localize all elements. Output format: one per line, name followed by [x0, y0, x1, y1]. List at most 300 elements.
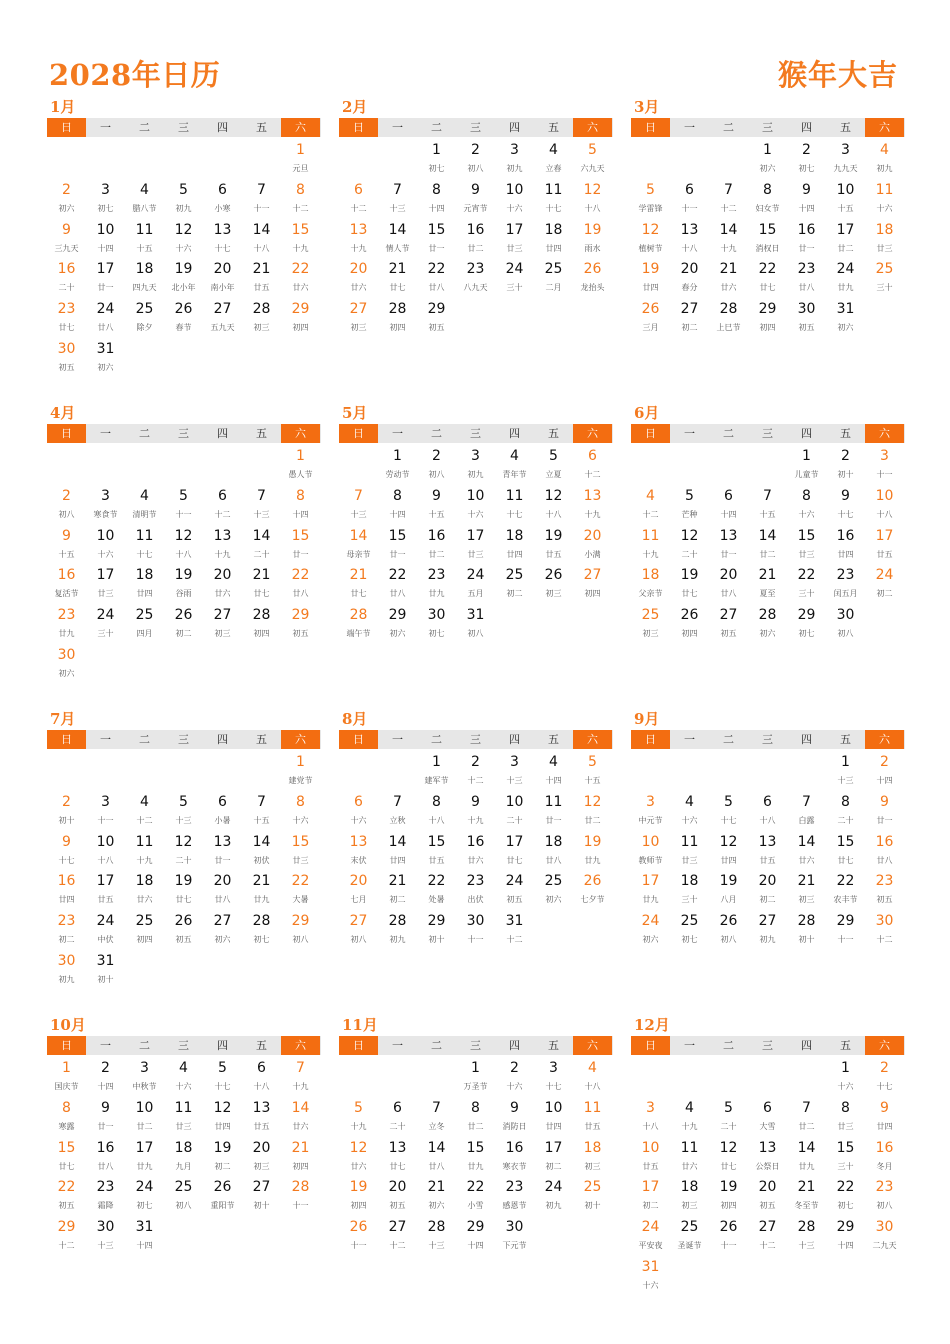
day-cell[interactable]	[47, 912, 86, 952]
day-cell[interactable]	[709, 300, 748, 340]
day-cell[interactable]	[339, 300, 378, 340]
day-cell[interactable]	[709, 566, 748, 606]
day-cell[interactable]	[47, 833, 86, 873]
day-cell[interactable]	[125, 1178, 164, 1218]
day-cell[interactable]	[631, 221, 670, 261]
day-cell[interactable]	[339, 487, 378, 527]
day-cell[interactable]	[47, 1178, 86, 1218]
day-cell[interactable]	[417, 487, 456, 527]
day-cell[interactable]	[826, 872, 865, 912]
day-cell[interactable]	[748, 141, 787, 181]
day-cell[interactable]	[865, 141, 904, 181]
day-cell[interactable]	[242, 300, 281, 340]
day-cell[interactable]	[417, 793, 456, 833]
day-cell[interactable]	[47, 1059, 86, 1099]
day-cell[interactable]	[417, 1099, 456, 1139]
day-cell[interactable]	[164, 300, 203, 340]
day-cell[interactable]	[125, 793, 164, 833]
day-cell[interactable]	[534, 1139, 573, 1179]
day-cell[interactable]	[417, 1178, 456, 1218]
day-cell[interactable]	[787, 141, 826, 181]
day-cell[interactable]	[534, 447, 573, 487]
day-cell[interactable]	[670, 260, 709, 300]
day-cell[interactable]	[339, 260, 378, 300]
day-cell[interactable]	[378, 833, 417, 873]
day-cell[interactable]	[456, 260, 495, 300]
day-cell[interactable]	[865, 260, 904, 300]
day-cell[interactable]	[164, 487, 203, 527]
day-cell[interactable]	[417, 141, 456, 181]
day-cell[interactable]	[86, 1099, 125, 1139]
day-cell[interactable]	[826, 1099, 865, 1139]
day-cell[interactable]	[456, 527, 495, 567]
day-cell[interactable]	[709, 1218, 748, 1258]
day-cell[interactable]	[281, 1059, 320, 1099]
day-cell[interactable]	[631, 300, 670, 340]
day-cell[interactable]	[573, 260, 612, 300]
day-cell[interactable]	[748, 793, 787, 833]
day-cell[interactable]	[787, 487, 826, 527]
day-cell[interactable]	[826, 181, 865, 221]
day-cell[interactable]	[787, 300, 826, 340]
day-cell[interactable]	[86, 340, 125, 380]
day-cell[interactable]	[242, 566, 281, 606]
day-cell[interactable]	[281, 872, 320, 912]
day-cell[interactable]	[748, 1178, 787, 1218]
day-cell[interactable]	[709, 793, 748, 833]
day-cell[interactable]	[281, 753, 320, 793]
day-cell[interactable]	[573, 566, 612, 606]
day-cell[interactable]	[242, 793, 281, 833]
day-cell[interactable]	[281, 141, 320, 181]
day-cell[interactable]	[378, 1218, 417, 1258]
day-cell[interactable]	[456, 181, 495, 221]
day-cell[interactable]	[47, 952, 86, 992]
day-cell[interactable]	[573, 447, 612, 487]
day-cell[interactable]	[47, 1139, 86, 1179]
day-cell[interactable]	[573, 793, 612, 833]
day-cell[interactable]	[670, 1099, 709, 1139]
day-cell[interactable]	[378, 300, 417, 340]
day-cell[interactable]	[281, 181, 320, 221]
day-cell[interactable]	[826, 527, 865, 567]
day-cell[interactable]	[787, 793, 826, 833]
day-cell[interactable]	[339, 793, 378, 833]
day-cell[interactable]	[865, 487, 904, 527]
day-cell[interactable]	[164, 566, 203, 606]
day-cell[interactable]	[86, 833, 125, 873]
day-cell[interactable]	[417, 566, 456, 606]
day-cell[interactable]	[534, 527, 573, 567]
day-cell[interactable]	[125, 833, 164, 873]
day-cell[interactable]	[125, 221, 164, 261]
day-cell[interactable]	[203, 872, 242, 912]
day-cell[interactable]	[865, 1218, 904, 1258]
day-cell[interactable]	[86, 1178, 125, 1218]
day-cell[interactable]	[670, 221, 709, 261]
day-cell[interactable]	[378, 793, 417, 833]
day-cell[interactable]	[86, 952, 125, 992]
day-cell[interactable]	[826, 1139, 865, 1179]
day-cell[interactable]	[47, 340, 86, 380]
day-cell[interactable]	[865, 447, 904, 487]
day-cell[interactable]	[125, 606, 164, 646]
day-cell[interactable]	[164, 527, 203, 567]
day-cell[interactable]	[573, 753, 612, 793]
day-cell[interactable]	[787, 1139, 826, 1179]
day-cell[interactable]	[47, 606, 86, 646]
day-cell[interactable]	[281, 1139, 320, 1179]
day-cell[interactable]	[456, 1099, 495, 1139]
day-cell[interactable]	[203, 1099, 242, 1139]
day-cell[interactable]	[47, 1218, 86, 1258]
day-cell[interactable]	[748, 260, 787, 300]
day-cell[interactable]	[826, 447, 865, 487]
day-cell[interactable]	[534, 872, 573, 912]
day-cell[interactable]	[164, 1139, 203, 1179]
day-cell[interactable]	[748, 221, 787, 261]
day-cell[interactable]	[826, 566, 865, 606]
day-cell[interactable]	[865, 1059, 904, 1099]
day-cell[interactable]	[125, 1218, 164, 1258]
day-cell[interactable]	[865, 793, 904, 833]
day-cell[interactable]	[826, 300, 865, 340]
day-cell[interactable]	[826, 793, 865, 833]
day-cell[interactable]	[378, 1139, 417, 1179]
day-cell[interactable]	[865, 872, 904, 912]
day-cell[interactable]	[573, 527, 612, 567]
day-cell[interactable]	[86, 1059, 125, 1099]
day-cell[interactable]	[456, 487, 495, 527]
day-cell[interactable]	[86, 1139, 125, 1179]
day-cell[interactable]	[417, 527, 456, 567]
day-cell[interactable]	[631, 1139, 670, 1179]
day-cell[interactable]	[339, 912, 378, 952]
day-cell[interactable]	[164, 833, 203, 873]
day-cell[interactable]	[281, 566, 320, 606]
day-cell[interactable]	[670, 833, 709, 873]
day-cell[interactable]	[495, 1139, 534, 1179]
day-cell[interactable]	[826, 1218, 865, 1258]
day-cell[interactable]	[631, 1099, 670, 1139]
day-cell[interactable]	[164, 1059, 203, 1099]
day-cell[interactable]	[826, 487, 865, 527]
day-cell[interactable]	[378, 527, 417, 567]
day-cell[interactable]	[495, 487, 534, 527]
day-cell[interactable]	[631, 1218, 670, 1258]
day-cell[interactable]	[748, 1218, 787, 1258]
day-cell[interactable]	[125, 872, 164, 912]
day-cell[interactable]	[378, 1178, 417, 1218]
day-cell[interactable]	[495, 181, 534, 221]
day-cell[interactable]	[281, 300, 320, 340]
day-cell[interactable]	[47, 646, 86, 686]
day-cell[interactable]	[203, 833, 242, 873]
day-cell[interactable]	[242, 1099, 281, 1139]
day-cell[interactable]	[86, 912, 125, 952]
day-cell[interactable]	[456, 606, 495, 646]
day-cell[interactable]	[709, 221, 748, 261]
day-cell[interactable]	[534, 1059, 573, 1099]
day-cell[interactable]	[670, 300, 709, 340]
day-cell[interactable]	[826, 912, 865, 952]
day-cell[interactable]	[378, 221, 417, 261]
day-cell[interactable]	[86, 181, 125, 221]
day-cell[interactable]	[417, 872, 456, 912]
day-cell[interactable]	[865, 566, 904, 606]
day-cell[interactable]	[339, 1139, 378, 1179]
day-cell[interactable]	[495, 260, 534, 300]
day-cell[interactable]	[865, 1139, 904, 1179]
day-cell[interactable]	[125, 1059, 164, 1099]
day-cell[interactable]	[573, 833, 612, 873]
day-cell[interactable]	[417, 606, 456, 646]
day-cell[interactable]	[378, 260, 417, 300]
day-cell[interactable]	[865, 527, 904, 567]
day-cell[interactable]	[378, 872, 417, 912]
day-cell[interactable]	[339, 872, 378, 912]
day-cell[interactable]	[787, 833, 826, 873]
day-cell[interactable]	[534, 181, 573, 221]
day-cell[interactable]	[242, 487, 281, 527]
day-cell[interactable]	[47, 487, 86, 527]
day-cell[interactable]	[573, 1139, 612, 1179]
day-cell[interactable]	[670, 606, 709, 646]
day-cell[interactable]	[164, 260, 203, 300]
day-cell[interactable]	[709, 487, 748, 527]
day-cell[interactable]	[787, 872, 826, 912]
day-cell[interactable]	[242, 181, 281, 221]
day-cell[interactable]	[378, 181, 417, 221]
day-cell[interactable]	[47, 793, 86, 833]
day-cell[interactable]	[631, 1178, 670, 1218]
day-cell[interactable]	[534, 753, 573, 793]
day-cell[interactable]	[242, 1139, 281, 1179]
day-cell[interactable]	[495, 793, 534, 833]
day-cell[interactable]	[242, 221, 281, 261]
day-cell[interactable]	[47, 260, 86, 300]
day-cell[interactable]	[417, 912, 456, 952]
day-cell[interactable]	[281, 833, 320, 873]
day-cell[interactable]	[495, 753, 534, 793]
day-cell[interactable]	[242, 606, 281, 646]
day-cell[interactable]	[826, 753, 865, 793]
day-cell[interactable]	[534, 793, 573, 833]
day-cell[interactable]	[86, 606, 125, 646]
day-cell[interactable]	[417, 181, 456, 221]
day-cell[interactable]	[164, 181, 203, 221]
day-cell[interactable]	[631, 872, 670, 912]
day-cell[interactable]	[164, 793, 203, 833]
day-cell[interactable]	[281, 447, 320, 487]
day-cell[interactable]	[748, 300, 787, 340]
day-cell[interactable]	[281, 487, 320, 527]
day-cell[interactable]	[865, 833, 904, 873]
day-cell[interactable]	[203, 1178, 242, 1218]
day-cell[interactable]	[631, 606, 670, 646]
day-cell[interactable]	[242, 912, 281, 952]
day-cell[interactable]	[47, 181, 86, 221]
day-cell[interactable]	[456, 793, 495, 833]
day-cell[interactable]	[787, 1218, 826, 1258]
day-cell[interactable]	[339, 181, 378, 221]
day-cell[interactable]	[86, 221, 125, 261]
day-cell[interactable]	[281, 221, 320, 261]
day-cell[interactable]	[417, 221, 456, 261]
day-cell[interactable]	[125, 181, 164, 221]
day-cell[interactable]	[86, 300, 125, 340]
day-cell[interactable]	[281, 527, 320, 567]
day-cell[interactable]	[534, 1099, 573, 1139]
day-cell[interactable]	[495, 447, 534, 487]
day-cell[interactable]	[456, 872, 495, 912]
day-cell[interactable]	[164, 606, 203, 646]
day-cell[interactable]	[456, 447, 495, 487]
day-cell[interactable]	[865, 912, 904, 952]
day-cell[interactable]	[47, 527, 86, 567]
day-cell[interactable]	[339, 1178, 378, 1218]
day-cell[interactable]	[86, 487, 125, 527]
day-cell[interactable]	[242, 833, 281, 873]
day-cell[interactable]	[495, 1099, 534, 1139]
day-cell[interactable]	[242, 872, 281, 912]
day-cell[interactable]	[787, 181, 826, 221]
day-cell[interactable]	[456, 912, 495, 952]
day-cell[interactable]	[203, 912, 242, 952]
day-cell[interactable]	[787, 527, 826, 567]
day-cell[interactable]	[242, 1178, 281, 1218]
day-cell[interactable]	[339, 833, 378, 873]
day-cell[interactable]	[164, 1178, 203, 1218]
day-cell[interactable]	[495, 1218, 534, 1258]
day-cell[interactable]	[631, 260, 670, 300]
day-cell[interactable]	[378, 566, 417, 606]
day-cell[interactable]	[203, 260, 242, 300]
day-cell[interactable]	[86, 872, 125, 912]
day-cell[interactable]	[748, 1139, 787, 1179]
day-cell[interactable]	[826, 833, 865, 873]
day-cell[interactable]	[826, 221, 865, 261]
day-cell[interactable]	[242, 527, 281, 567]
day-cell[interactable]	[125, 566, 164, 606]
day-cell[interactable]	[281, 1099, 320, 1139]
day-cell[interactable]	[203, 300, 242, 340]
day-cell[interactable]	[709, 260, 748, 300]
day-cell[interactable]	[281, 606, 320, 646]
day-cell[interactable]	[787, 1178, 826, 1218]
day-cell[interactable]	[495, 833, 534, 873]
day-cell[interactable]	[125, 487, 164, 527]
day-cell[interactable]	[339, 1099, 378, 1139]
day-cell[interactable]	[573, 1178, 612, 1218]
day-cell[interactable]	[573, 181, 612, 221]
day-cell[interactable]	[339, 1218, 378, 1258]
day-cell[interactable]	[47, 221, 86, 261]
day-cell[interactable]	[86, 527, 125, 567]
day-cell[interactable]	[125, 260, 164, 300]
day-cell[interactable]	[281, 1178, 320, 1218]
day-cell[interactable]	[670, 872, 709, 912]
day-cell[interactable]	[826, 1178, 865, 1218]
day-cell[interactable]	[573, 141, 612, 181]
day-cell[interactable]	[125, 1139, 164, 1179]
day-cell[interactable]	[534, 1178, 573, 1218]
day-cell[interactable]	[670, 566, 709, 606]
day-cell[interactable]	[339, 606, 378, 646]
day-cell[interactable]	[709, 872, 748, 912]
day-cell[interactable]	[203, 221, 242, 261]
day-cell[interactable]	[495, 872, 534, 912]
day-cell[interactable]	[631, 912, 670, 952]
day-cell[interactable]	[495, 912, 534, 952]
day-cell[interactable]	[709, 1178, 748, 1218]
day-cell[interactable]	[826, 1059, 865, 1099]
day-cell[interactable]	[164, 872, 203, 912]
day-cell[interactable]	[709, 1139, 748, 1179]
day-cell[interactable]	[534, 487, 573, 527]
day-cell[interactable]	[495, 1059, 534, 1099]
day-cell[interactable]	[456, 753, 495, 793]
day-cell[interactable]	[670, 912, 709, 952]
day-cell[interactable]	[631, 181, 670, 221]
day-cell[interactable]	[748, 1099, 787, 1139]
day-cell[interactable]	[748, 181, 787, 221]
day-cell[interactable]	[456, 833, 495, 873]
day-cell[interactable]	[47, 300, 86, 340]
day-cell[interactable]	[670, 181, 709, 221]
day-cell[interactable]	[203, 793, 242, 833]
day-cell[interactable]	[534, 221, 573, 261]
day-cell[interactable]	[865, 1178, 904, 1218]
day-cell[interactable]	[748, 872, 787, 912]
day-cell[interactable]	[787, 447, 826, 487]
day-cell[interactable]	[203, 181, 242, 221]
day-cell[interactable]	[339, 566, 378, 606]
day-cell[interactable]	[378, 447, 417, 487]
day-cell[interactable]	[573, 221, 612, 261]
day-cell[interactable]	[534, 833, 573, 873]
day-cell[interactable]	[456, 566, 495, 606]
day-cell[interactable]	[670, 527, 709, 567]
day-cell[interactable]	[631, 527, 670, 567]
day-cell[interactable]	[631, 487, 670, 527]
day-cell[interactable]	[670, 1218, 709, 1258]
day-cell[interactable]	[787, 912, 826, 952]
day-cell[interactable]	[787, 221, 826, 261]
day-cell[interactable]	[709, 912, 748, 952]
day-cell[interactable]	[203, 566, 242, 606]
day-cell[interactable]	[865, 221, 904, 261]
day-cell[interactable]	[86, 260, 125, 300]
day-cell[interactable]	[164, 912, 203, 952]
day-cell[interactable]	[748, 566, 787, 606]
day-cell[interactable]	[86, 566, 125, 606]
day-cell[interactable]	[164, 1099, 203, 1139]
day-cell[interactable]	[47, 1099, 86, 1139]
day-cell[interactable]	[417, 753, 456, 793]
day-cell[interactable]	[281, 912, 320, 952]
day-cell[interactable]	[495, 1178, 534, 1218]
day-cell[interactable]	[787, 606, 826, 646]
day-cell[interactable]	[495, 527, 534, 567]
day-cell[interactable]	[417, 260, 456, 300]
day-cell[interactable]	[339, 527, 378, 567]
day-cell[interactable]	[417, 1218, 456, 1258]
day-cell[interactable]	[456, 221, 495, 261]
day-cell[interactable]	[670, 793, 709, 833]
day-cell[interactable]	[339, 221, 378, 261]
day-cell[interactable]	[534, 260, 573, 300]
